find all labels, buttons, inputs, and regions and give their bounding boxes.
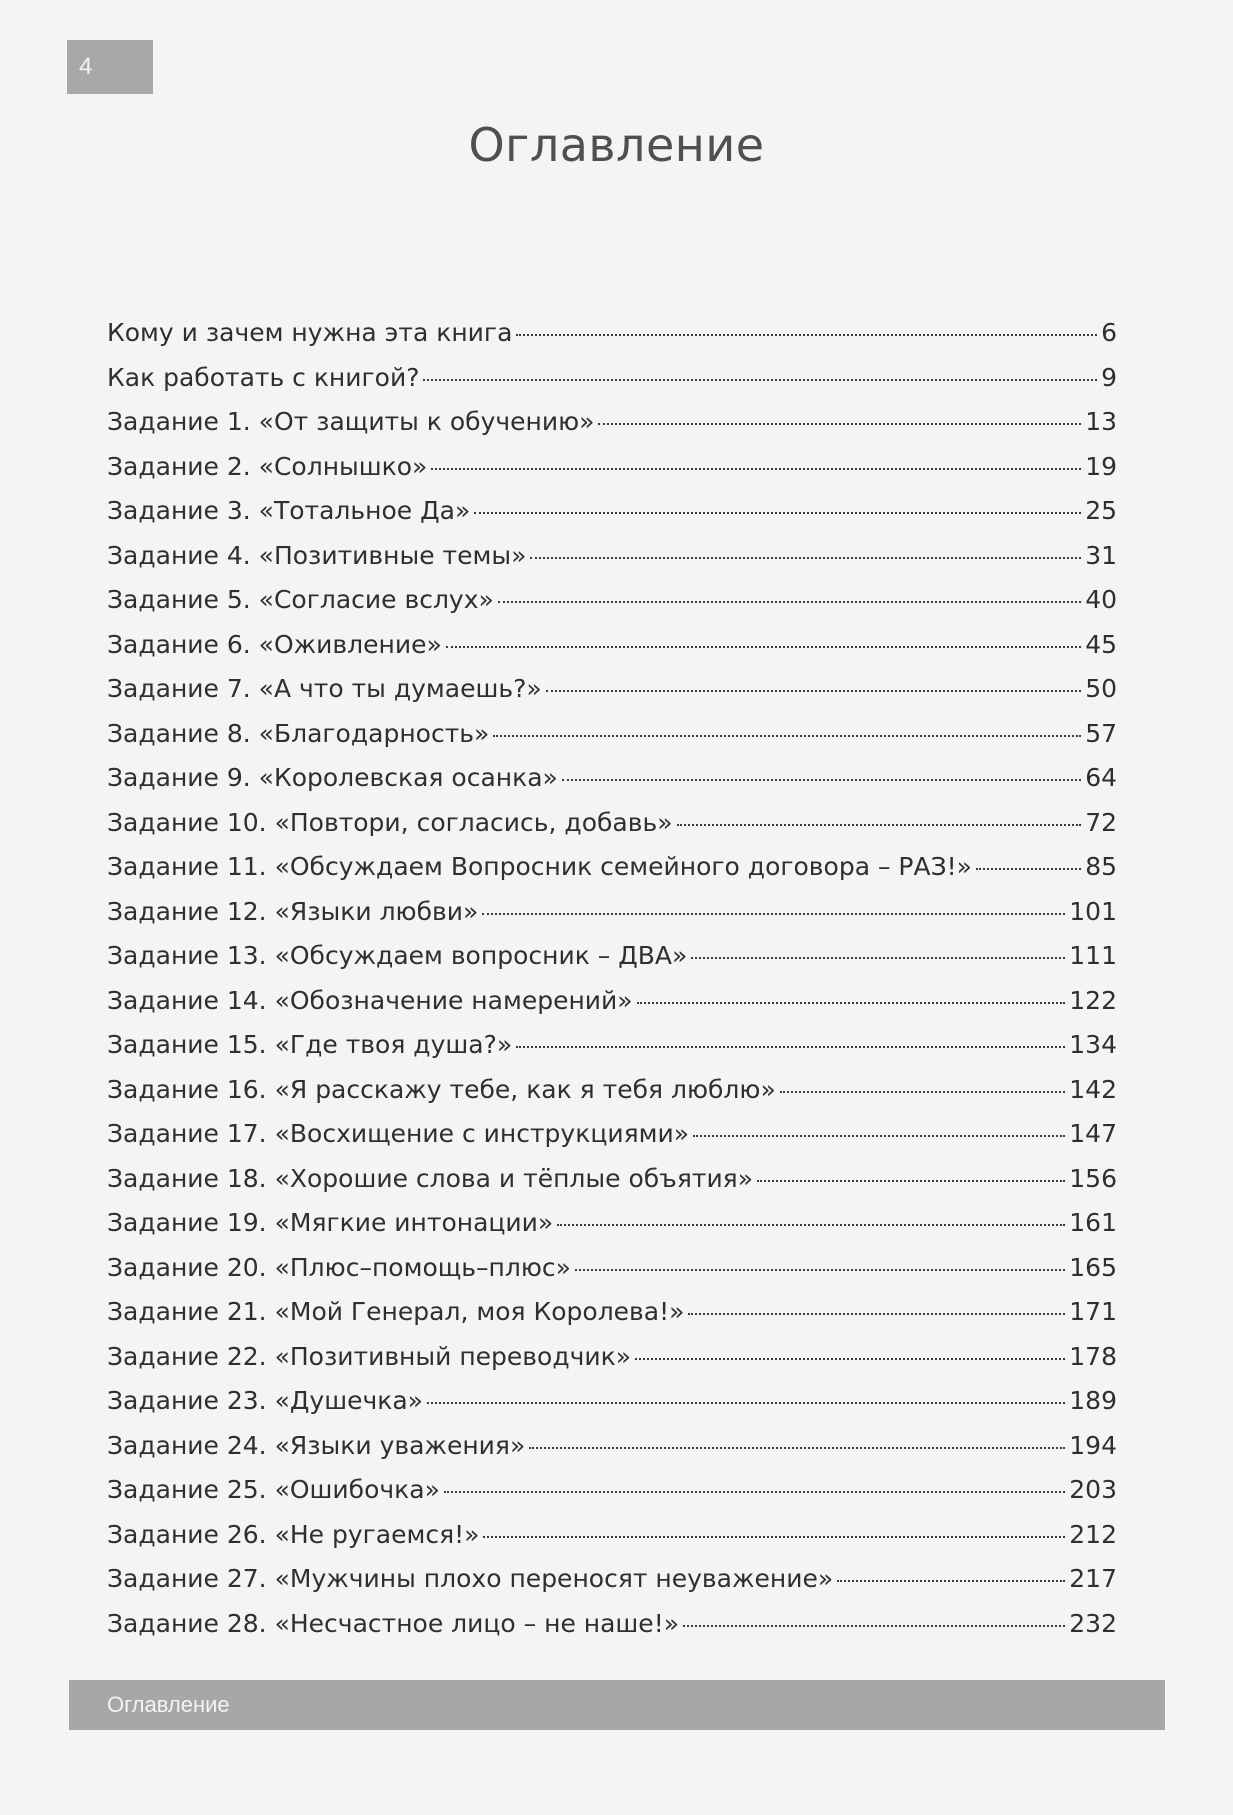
toc-entry-page-number: 50 (1085, 674, 1117, 703)
toc-entry-title: Задание 5. «Согласие вслух» (107, 585, 494, 614)
toc-entry[interactable] (107, 1119, 1117, 1164)
toc-entry-title: Задание 16. «Я расскажу тебе, как я тебя люблю» (107, 1074, 776, 1104)
footer-section-label: Оглавление (107, 1692, 230, 1717)
dot-leader (530, 557, 1081, 559)
toc-entry-title: Как работать с книгой? (107, 362, 420, 392)
toc-entry-page-number: 171 (1069, 1297, 1117, 1326)
toc-entry-title: Задание 14. «Обозначение намерений» (107, 985, 633, 1015)
toc-entry-title: Задание 25. «Ошибочка» (107, 1475, 440, 1504)
toc-entry[interactable] (107, 1208, 1117, 1253)
toc-entry[interactable] (107, 897, 1117, 942)
toc-entry-page-number: 142 (1069, 1074, 1117, 1104)
toc-entry-title: Задание 24. «Языки уважения» (107, 1430, 526, 1460)
toc-entry-title: Задание 26. «Не ругаемся!» (107, 1519, 480, 1549)
toc-entry-page-number: 111 (1069, 941, 1117, 970)
dot-leader (446, 646, 1081, 648)
dot-leader (493, 735, 1081, 737)
table-of-contents (107, 318, 1117, 1653)
toc-entry-title: Задание 6. «Оживление» (107, 629, 442, 659)
toc-entry[interactable] (107, 941, 1117, 986)
toc-entry[interactable] (107, 986, 1117, 1031)
toc-entry-page-number: 156 (1069, 1163, 1117, 1193)
toc-entry[interactable] (107, 1164, 1117, 1209)
dot-leader (691, 957, 1065, 959)
dot-leader (498, 601, 1081, 603)
toc-entry-page-number: 217 (1069, 1564, 1117, 1593)
toc-entry-title: Задание 28. «Несчастное лицо – не наше!» (107, 1608, 680, 1638)
toc-entry-title: Задание 9. «Королевская осанка» (107, 763, 558, 792)
toc-entry[interactable] (107, 363, 1117, 408)
toc-entry-page-number: 31 (1085, 540, 1117, 570)
toc-entry-page-number: 85 (1085, 852, 1117, 881)
dot-leader (444, 1491, 1065, 1493)
dot-leader (837, 1580, 1065, 1582)
toc-entry[interactable] (107, 1564, 1117, 1609)
toc-entry[interactable] (107, 541, 1117, 586)
toc-entry-page-number: 203 (1069, 1475, 1117, 1504)
dot-leader (516, 334, 1097, 336)
toc-entry-page-number: 122 (1069, 985, 1117, 1015)
toc-entry-title: Задание 17. «Восхищение с инструкциями» (107, 1119, 690, 1148)
toc-entry[interactable] (107, 852, 1117, 897)
footer-bar (69, 1680, 1165, 1730)
toc-entry-title: Задание 19. «Мягкие интонации» (107, 1208, 554, 1237)
toc-entry-page-number: 57 (1085, 718, 1117, 748)
toc-entry[interactable] (107, 496, 1117, 541)
toc-entry-page-number: 9 (1101, 362, 1117, 392)
dot-leader (976, 868, 1081, 870)
dot-leader (423, 379, 1097, 381)
toc-entry[interactable] (107, 407, 1117, 452)
dot-leader (516, 1046, 1065, 1048)
toc-entry[interactable] (107, 630, 1117, 675)
dot-leader (683, 1625, 1065, 1627)
toc-entry[interactable] (107, 719, 1117, 764)
toc-entry[interactable] (107, 1520, 1117, 1565)
toc-entry[interactable] (107, 808, 1117, 853)
dot-leader (635, 1358, 1065, 1360)
toc-entry-title: Кому и зачем нужна эта книга (107, 318, 513, 347)
toc-entry-page-number: 147 (1069, 1119, 1117, 1148)
toc-entry-title: Задание 22. «Позитивный переводчик» (107, 1341, 632, 1371)
toc-entry-page-number: 25 (1085, 496, 1117, 525)
toc-entry-title: Задание 12. «Языки любви» (107, 896, 479, 926)
dot-leader (757, 1180, 1065, 1182)
toc-entry[interactable] (107, 585, 1117, 630)
toc-entry[interactable] (107, 1386, 1117, 1431)
dot-leader (677, 824, 1082, 826)
toc-entry[interactable] (107, 1297, 1117, 1342)
toc-entry-title: Задание 4. «Позитивные темы» (107, 540, 527, 570)
toc-entry-page-number: 6 (1101, 318, 1117, 347)
toc-entry-page-number: 72 (1085, 807, 1117, 837)
dot-leader (562, 779, 1081, 781)
toc-entry-page-number: 13 (1085, 407, 1117, 436)
toc-entry[interactable] (107, 1342, 1117, 1387)
dot-leader (575, 1269, 1065, 1271)
dot-leader (557, 1224, 1065, 1226)
toc-entry-title: Задание 7. «А что ты думаешь?» (107, 674, 542, 703)
toc-entry-title: Задание 27. «Мужчины плохо переносят неуважение» (107, 1564, 834, 1593)
toc-entry[interactable] (107, 674, 1117, 719)
toc-entry-title: Задание 1. «От защиты к обучению» (107, 407, 595, 436)
toc-entry-page-number: 45 (1085, 629, 1117, 659)
toc-entry[interactable] (107, 1253, 1117, 1298)
toc-entry-title: Задание 11. «Обсуждаем Вопросник семейного договора – РАЗ!» (107, 852, 972, 881)
page-number: 4 (67, 40, 153, 94)
dot-leader (780, 1091, 1066, 1093)
toc-entry[interactable] (107, 1075, 1117, 1120)
toc-entry-page-number: 194 (1069, 1430, 1117, 1460)
toc-entry-page-number: 165 (1069, 1252, 1117, 1282)
dot-leader (546, 690, 1082, 692)
toc-entry[interactable] (107, 763, 1117, 808)
toc-entry-page-number: 40 (1085, 585, 1117, 614)
toc-entry-page-number: 212 (1069, 1519, 1117, 1549)
dot-leader (693, 1135, 1065, 1137)
toc-entry-title: Задание 21. «Мой Генерал, моя Королева!» (107, 1297, 685, 1326)
page-title: Оглавление (468, 118, 765, 172)
dot-leader (637, 1002, 1066, 1004)
toc-entry-title: Задание 15. «Где твоя душа?» (107, 1030, 513, 1059)
toc-entry-page-number: 232 (1069, 1608, 1117, 1638)
toc-entry[interactable] (107, 318, 1117, 363)
toc-entry-page-number: 101 (1069, 896, 1117, 926)
dot-leader (431, 468, 1081, 470)
toc-entry[interactable] (107, 1431, 1117, 1476)
toc-entry[interactable] (107, 1030, 1117, 1075)
toc-entry[interactable] (107, 1475, 1117, 1520)
toc-entry-title: Задание 8. «Благодарность» (107, 718, 490, 748)
toc-entry-page-number: 64 (1085, 763, 1117, 792)
toc-entry-page-number: 134 (1069, 1030, 1117, 1059)
toc-entry-page-number: 178 (1069, 1341, 1117, 1371)
dot-leader (474, 512, 1081, 514)
toc-entry[interactable] (107, 1609, 1117, 1654)
toc-entry-title: Задание 18. «Хорошие слова и тёплые объятия» (107, 1163, 754, 1193)
dot-leader (482, 913, 1065, 915)
toc-entry-page-number: 161 (1069, 1208, 1117, 1237)
toc-entry-title: Задание 13. «Обсуждаем вопросник – ДВА» (107, 941, 688, 970)
dot-leader (529, 1447, 1065, 1449)
toc-entry-title: Задание 3. «Тотальное Да» (107, 496, 471, 525)
dot-leader (598, 423, 1081, 425)
toc-entry[interactable] (107, 452, 1117, 497)
toc-entry-page-number: 189 (1069, 1386, 1117, 1415)
dot-leader (483, 1536, 1065, 1538)
toc-entry-title: Задание 20. «Плюс–помощь–плюс» (107, 1252, 571, 1282)
toc-entry-title: Задание 23. «Душечка» (107, 1386, 423, 1415)
toc-entry-title: Задание 2. «Солнышко» (107, 451, 428, 481)
dot-leader (427, 1402, 1065, 1404)
dot-leader (688, 1313, 1065, 1315)
toc-entry-title: Задание 10. «Повтори, согласись, добавь» (107, 807, 673, 837)
toc-entry-page-number: 19 (1085, 451, 1117, 481)
